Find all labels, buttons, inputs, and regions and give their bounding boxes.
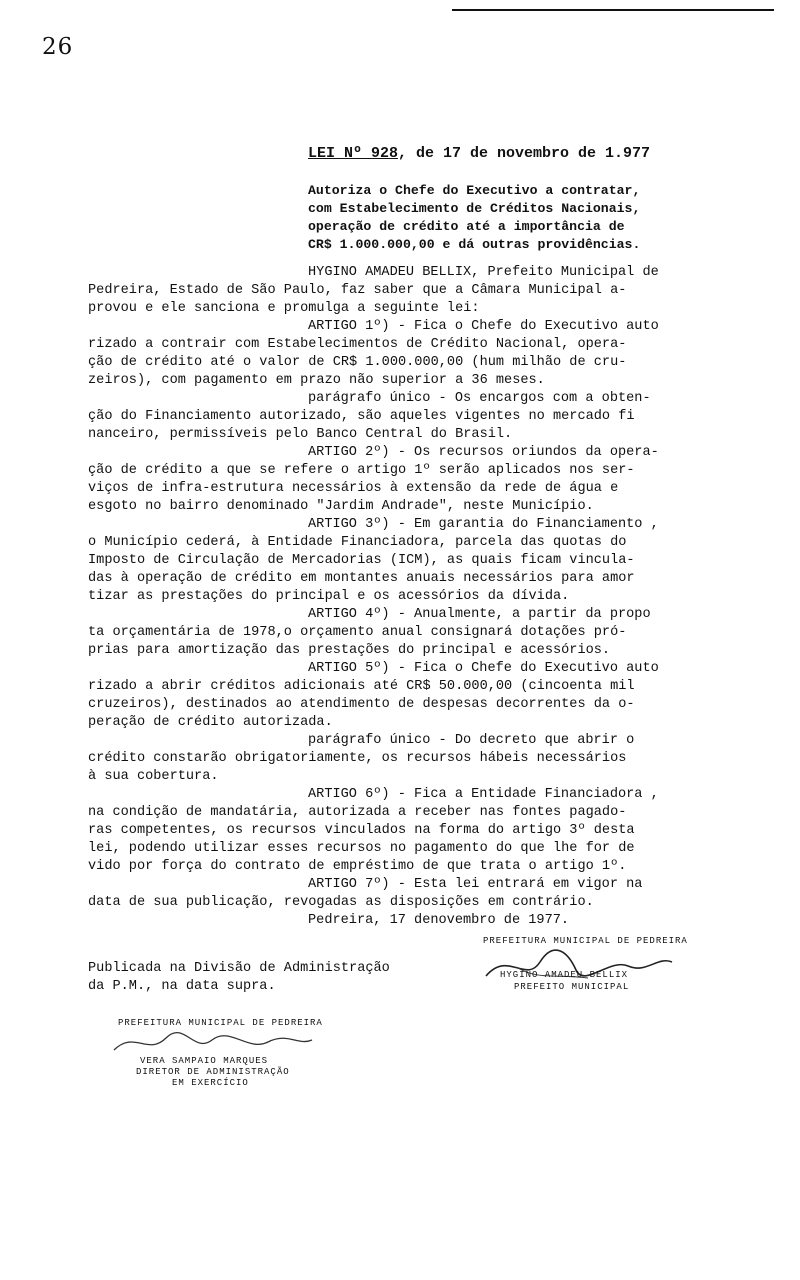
body-line: das à operação de crédito em montantes anuais necessários para amor xyxy=(88,571,635,586)
article-3-heading: ARTIGO 3º) - Em garantia do Financiamento , xyxy=(308,517,659,532)
body-line: zeiros), com pagamento em prazo não superior a 36 meses. xyxy=(88,373,545,388)
body-line: ção de crédito até o valor de CR$ 1.000.000,00 (hum milhão de cru- xyxy=(88,355,627,370)
body-line: crédito constarão obrigatoriamente, os recursos hábeis necessários xyxy=(88,751,627,766)
article-7-heading: ARTIGO 7º) - Esta lei entrará em vigor na xyxy=(308,877,643,892)
law-heading xyxy=(308,145,650,162)
article-5-heading: ARTIGO 5º) - Fica o Chefe do Executivo auto xyxy=(308,661,659,676)
director-stamp-line: VERA SAMPAIO MARQUES xyxy=(140,1056,269,1066)
body-line: viços de infra-estrutura necessários à extensão da rede de água e xyxy=(88,481,619,496)
body-line: esgoto no bairro denominado "Jardim Andrade", neste Município. xyxy=(88,499,594,514)
body-line: HYGINO AMADEU BELLIX, Prefeito Municipal de xyxy=(308,265,659,280)
ementa-line: operação de crédito até a importância de xyxy=(308,219,625,234)
body-line: na condição de mandatária, autorizada a receber nas fontes pagado- xyxy=(88,805,627,820)
body-line: Pedreira, Estado de São Paulo, faz saber que a Câmara Municipal a- xyxy=(88,283,627,298)
body-line: ção do Financiamento autorizado, são aqueles vigentes no mercado fi xyxy=(88,409,635,424)
body-line: cruzeiros), destinados ao atendimento de despesas decorrentes da o- xyxy=(88,697,635,712)
ementa-line: Autoriza o Chefe do Executivo a contratar, xyxy=(308,183,641,198)
body-line: rizado a abrir créditos adicionais até CR$ 50.000,00 (cincoenta mil xyxy=(88,679,635,694)
publication-line: Publicada na Divisão de Administração xyxy=(88,961,390,976)
body-line: data de sua publicação, revogadas as disposições em contrário. xyxy=(88,895,594,910)
article-6-heading: ARTIGO 6º) - Fica a Entidade Financiadora , xyxy=(308,787,659,802)
law-date: , de 17 de novembro de 1.977 xyxy=(398,145,651,162)
paragraph-heading: parágrafo único - Do decreto que abrir o xyxy=(308,733,635,748)
law-number: LEI Nº 928 xyxy=(308,145,399,162)
top-rule xyxy=(452,9,774,11)
article-2-heading: ARTIGO 2º) - Os recursos oriundos da opera- xyxy=(308,445,659,460)
body-line: peração de crédito autorizada. xyxy=(88,715,333,730)
body-line: ta orçamentária de 1978,o orçamento anual consignará dotações pró- xyxy=(88,625,627,640)
ementa-line: CR$ 1.000.000,00 e dá outras providências. xyxy=(308,237,641,252)
body-line: o Município cederá, à Entidade Financiadora, parcela das quotas do xyxy=(88,535,627,550)
director-stamp-line: EM EXERCÍCIO xyxy=(172,1078,249,1088)
body-line: nanceiro, permissíveis pelo Banco Central do Brasil. xyxy=(88,427,513,442)
ementa-line: com Estabelecimento de Créditos Nacionais, xyxy=(308,201,641,216)
mayor-stamp-line: PREFEITO MUNICIPAL xyxy=(514,982,630,992)
body-line: lei, podendo utilizar esses recursos no pagamento do que lhe for de xyxy=(88,841,635,856)
article-4-heading: ARTIGO 4º) - Anualmente, a partir da propo xyxy=(308,607,651,622)
body-line: à sua cobertura. xyxy=(88,769,219,784)
page-number: 26 xyxy=(42,34,74,60)
body-line: Imposto de Circulação de Mercadorias (ICM), as quais ficam vincula- xyxy=(88,553,635,568)
body-line: vido por força do contrato de empréstimo de que trata o artigo 1º. xyxy=(88,859,627,874)
body-line: tizar as prestações do principal e os acessórios da dívida. xyxy=(88,589,570,604)
place-date-line: Pedreira, 17 denovembro de 1977. xyxy=(308,913,570,928)
body-line: ras competentes, os recursos vinculados na forma do artigo 3º desta xyxy=(88,823,635,838)
article-1-heading: ARTIGO 1º) - Fica o Chefe do Executivo auto xyxy=(308,319,659,334)
director-stamp-line: PREFEITURA MUNICIPAL DE PEDREIRA xyxy=(118,1018,323,1028)
director-stamp-line: DIRETOR DE ADMINISTRAÇÃO xyxy=(136,1067,290,1077)
body-line: rizado a contrair com Estabelecimentos de Crédito Nacional, opera- xyxy=(88,337,627,352)
publication-line: da P.M., na data supra. xyxy=(88,979,276,994)
mayor-stamp-line: PREFEITURA MUNICIPAL DE PEDREIRA xyxy=(483,936,688,946)
body-line: provou e ele sanciona e promulga a seguinte lei: xyxy=(88,301,480,316)
mayor-stamp-line: HYGINO AMADEU BELLIX xyxy=(500,970,629,980)
body-line: prias para amortização das prestações do principal e acessórios. xyxy=(88,643,611,658)
body-line: ção de crédito a que se refere o artigo 1º serão aplicados nos ser- xyxy=(88,463,635,478)
paragraph-heading: parágrafo único - Os encargos com a obten- xyxy=(308,391,651,406)
